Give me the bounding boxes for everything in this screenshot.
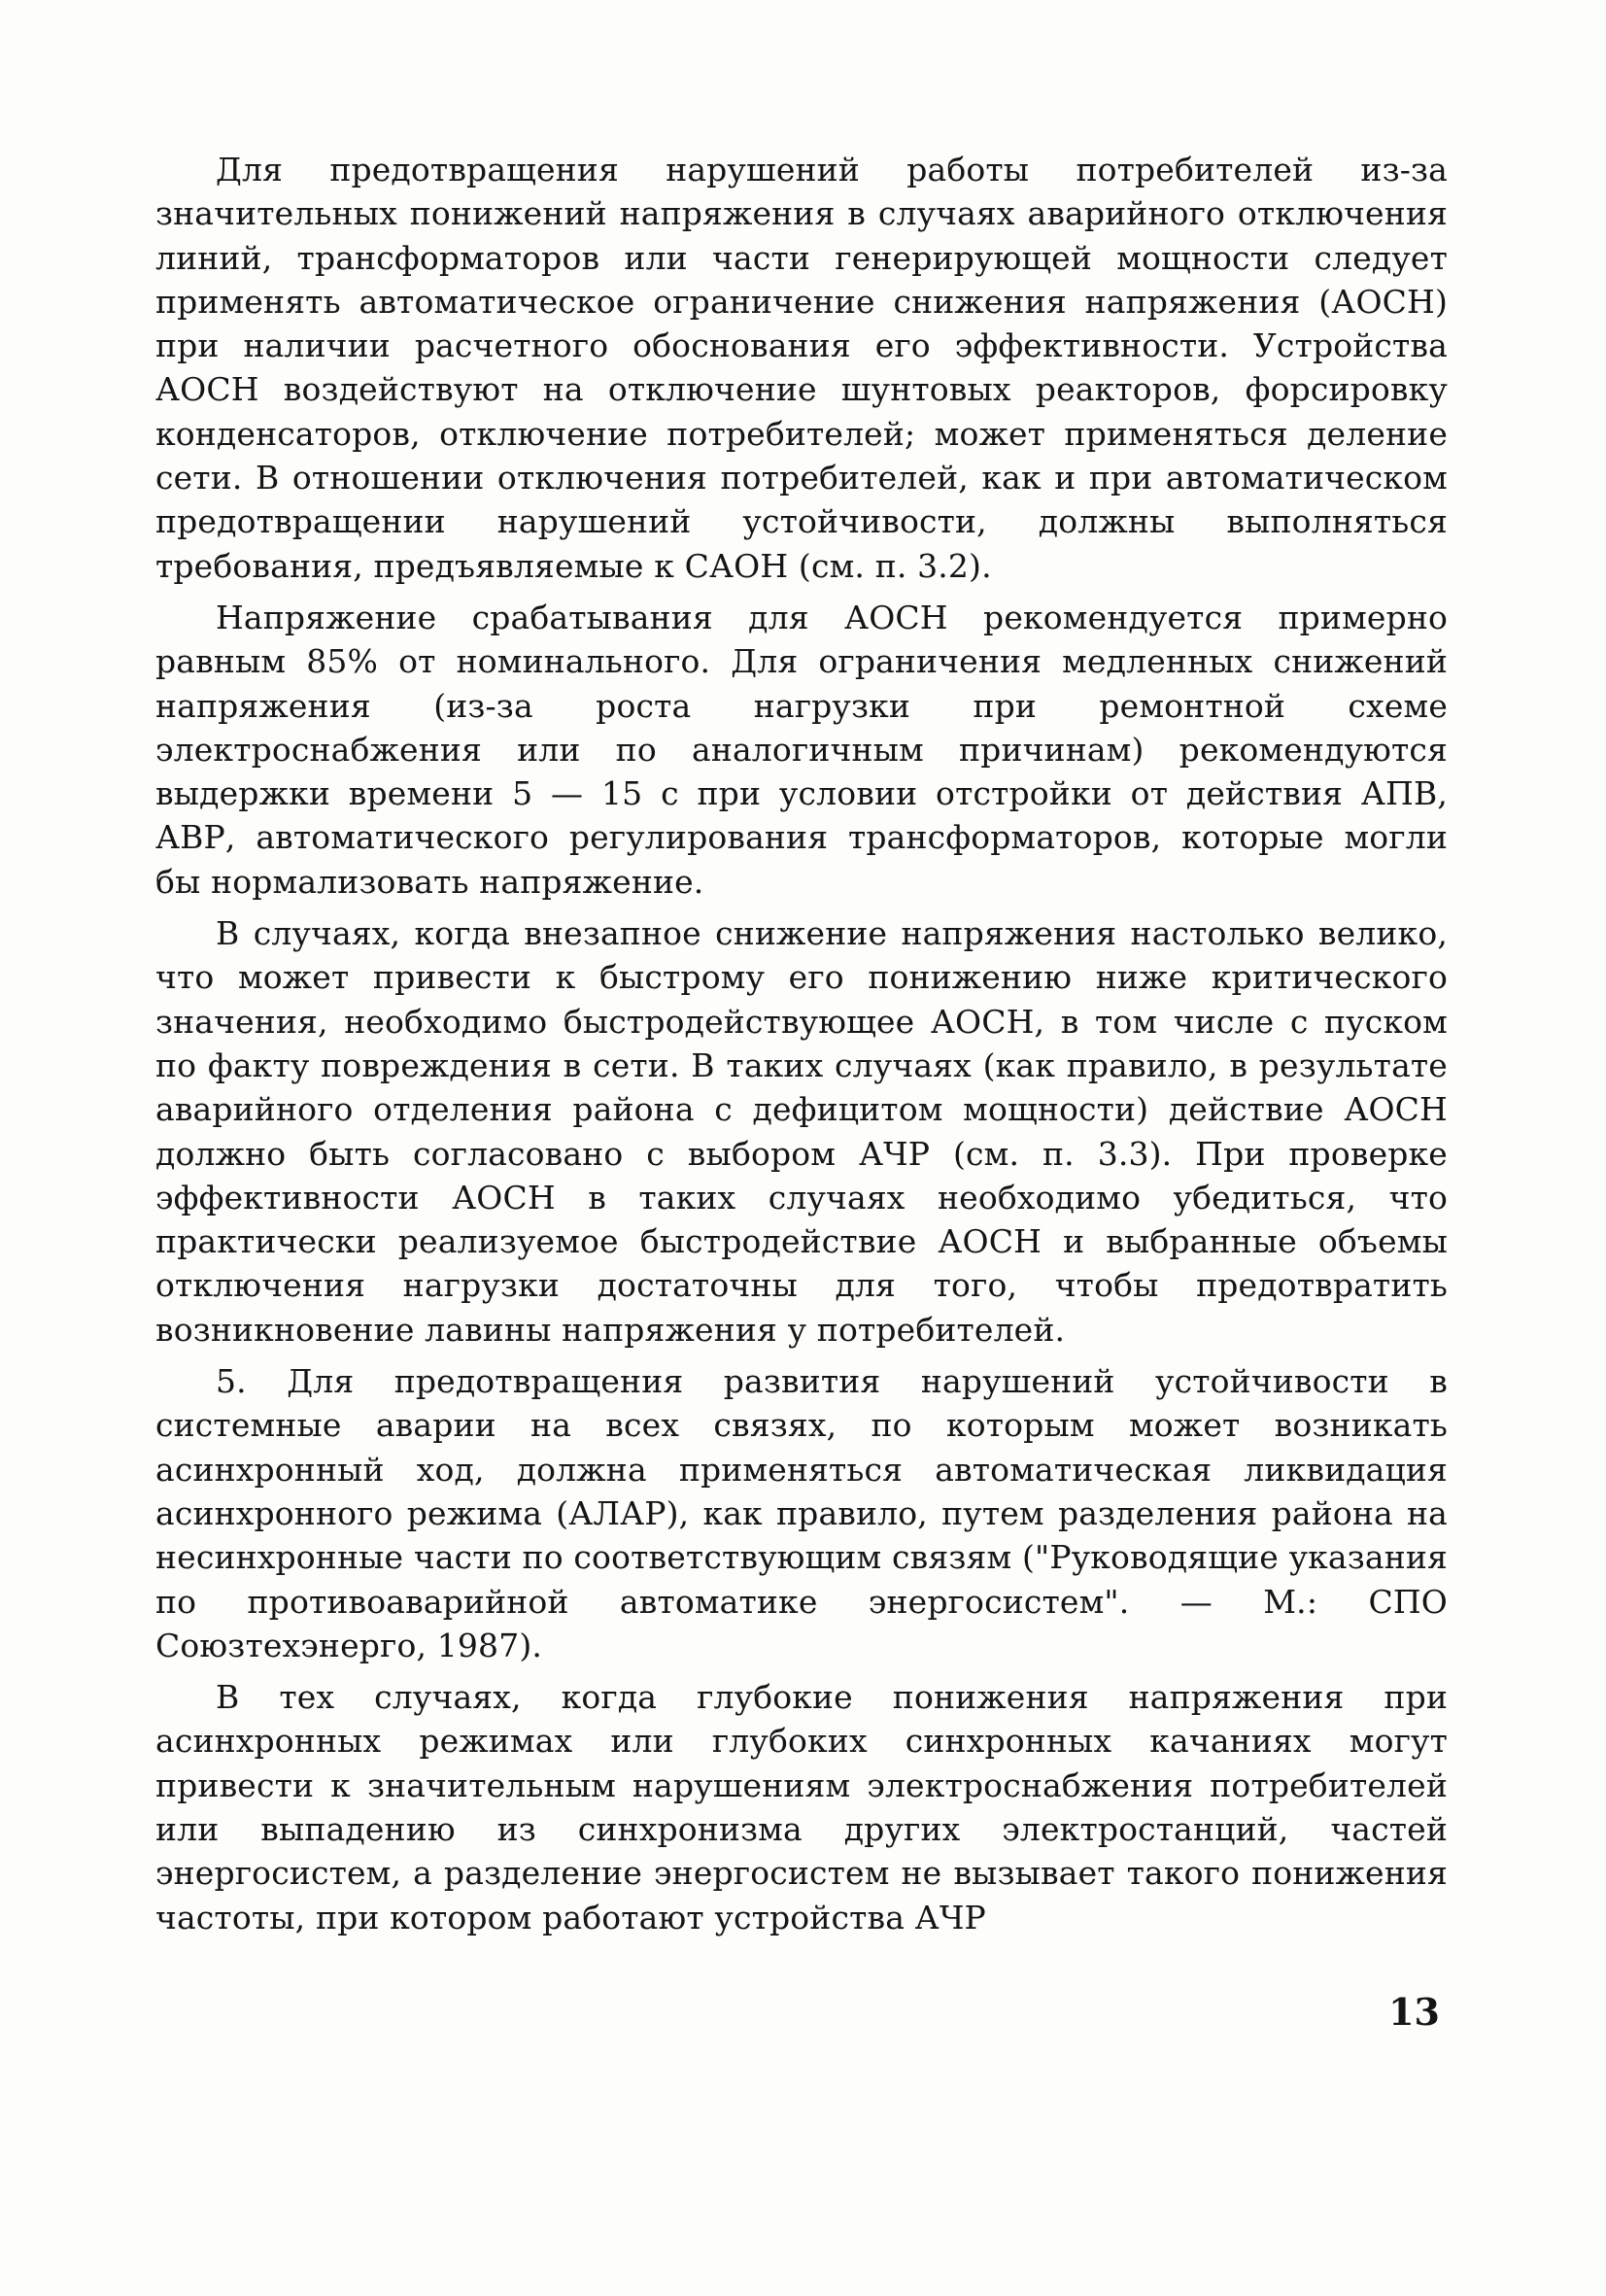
paragraph-aosn-settings: Напряжение срабатывания для АОСН рекомендуется примерно равным 85% от номинального. Для ограничения медленных снижений напряжения (из-за роста нагрузки при ремонтной схеме электроснабжения или по аналогичным причинам) рекомендуются выдержки времени 5 — 15 с при условии отстройки от действия АПВ, АВР, автоматического регулирования трансформаторов, которые могли бы нормализовать напряжение.	[155, 598, 1448, 901]
paragraph-alar: 5. Для предотвращения развития нарушений устойчивости в системные аварии на всех связях, по которым может возникать асинхронный ход, должна применяться автоматическая ликвидация асинхронного режима (АЛАР), как правило, путем разделения района на несинхронные части по соответствующим связям ("Руководящие указания по противоаварийной автоматике энергосистем". — М.: СПО Союзтехэнерго, 1987).	[155, 1362, 1448, 1664]
body-text	[155, 148, 1448, 1947]
paragraph-aosn-intro: Для предотвращения нарушений работы потребителей из-за значительных понижений напряжения в случаях аварийного отключения линий, трансформаторов или части генерирующей мощности следует применять автоматическое ограничение снижения напряжения (АОСН) при наличии расчетного обоснования его эффективности. Устройства АОСН воздействуют на отключение шунтовых реакторов, форсировку конденсаторов, отключение потребителей; может применяться деление сети. В отношении отключения потребителей, как и при автоматическом предотвращении нарушений устойчивости, должны выполняться требования, предъявляемые к САОН (см. п. 3.2).	[155, 151, 1448, 585]
paragraph-aosn-fast: В случаях, когда внезапное снижение напряжения настолько велико, что может привести к быстрому его понижению ниже критического значения, необходимо быстродействующее АОСН, в том числе с пуском по факту повреждения в сети. В таких случаях (как правило, в результате аварийного отделения района с дефицитом мощности) действие АОСН должно быть согласовано с выбором АЧР (см. п. 3.3). При проверке эффективности АОСН в таких случаях необходимо убедиться, что практически реализуемое быстродействие АОСН и выбранные объемы отключения нагрузки достаточны для того, чтобы предотвратить возникновение лавины напряжения у потребителей.	[155, 914, 1448, 1349]
paragraph-voltage-drop: В тех случаях, когда глубокие понижения напряжения при асинхронных режимах или глубоких синхронных качаниях могут привести к значительным нарушениям электроснабжения потребителей или выпадению из синхронизма других электростанций, частей энергосистем, а разделение энергосистем не вызывает такого понижения частоты, при котором работают устройства АЧР	[155, 1678, 1448, 1936]
page-number: 13	[1388, 1990, 1440, 2034]
